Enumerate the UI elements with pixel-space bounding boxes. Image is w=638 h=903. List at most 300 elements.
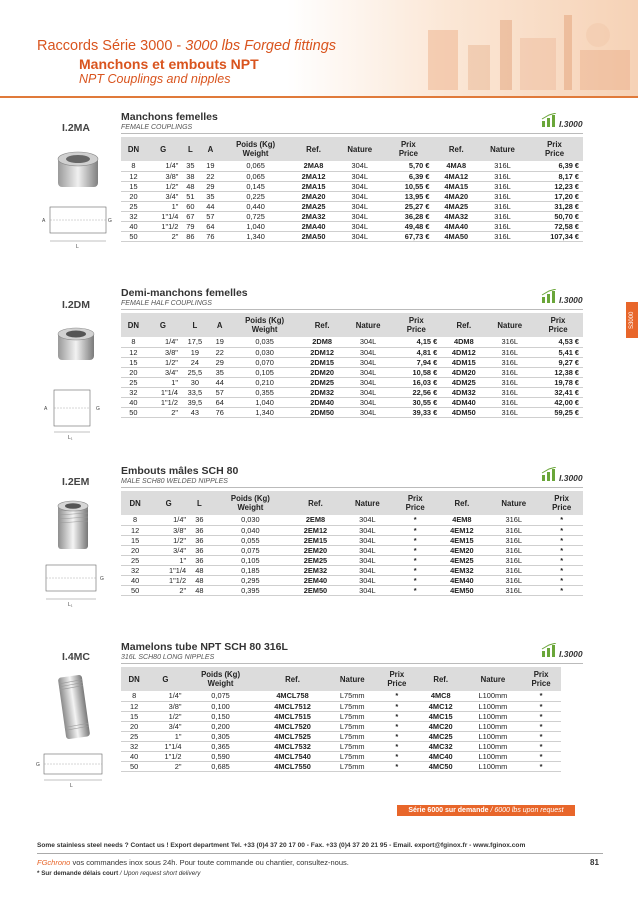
table-cell: 51: [180, 191, 200, 201]
table-cell: *: [394, 555, 437, 565]
table-cell: 3/4": [146, 191, 180, 201]
dim-a: A: [44, 406, 48, 412]
table-cell: 44: [200, 201, 220, 211]
table-cell: 304L: [341, 515, 394, 525]
table-cell: *: [394, 565, 437, 575]
table-cell: 8: [121, 515, 149, 525]
table-cell: 44: [210, 377, 230, 387]
table-cell: 1/4": [146, 161, 180, 171]
table-cell: 2DM40: [300, 398, 345, 408]
table-cell: 5,70 €: [383, 161, 433, 171]
table-cell: 304L: [341, 525, 394, 535]
table-cell: 2MA40: [291, 222, 337, 232]
table-cell: 2MA8: [291, 161, 337, 171]
col-ref-304: Ref.: [300, 313, 345, 337]
brand-fg: FG: [37, 858, 48, 867]
table-cell: 2EM15: [290, 535, 341, 545]
table-cell: 25: [121, 555, 149, 565]
table-cell: 64: [210, 398, 230, 408]
table-cell: 0,145: [220, 181, 290, 191]
table-cell: 4MC8: [417, 691, 465, 701]
table-cell: 4MCL7550: [258, 762, 328, 772]
section-rule: [121, 133, 583, 134]
table-cell: 36: [188, 525, 211, 535]
table-cell: 304L: [336, 201, 383, 211]
table-cell: 1": [146, 377, 180, 387]
table-cell: 57: [210, 387, 230, 397]
table-cell: 3/8": [149, 525, 188, 535]
table-cell: L75mm: [328, 691, 377, 701]
table-cell: 4DM20: [441, 367, 486, 377]
table-cell: 3/4": [147, 721, 183, 731]
table-cell: 4MCL7540: [258, 752, 328, 762]
table-cell: 36: [188, 555, 211, 565]
table-cell: 2MA50: [291, 232, 337, 242]
table-cell: 5,41 €: [533, 347, 583, 357]
table-cell: 2MA15: [291, 181, 337, 191]
col-g: G: [149, 491, 188, 515]
table-cell: 12: [121, 701, 147, 711]
table-cell: *: [540, 586, 583, 596]
col-nature-304: Nature: [345, 313, 392, 337]
table-row: [121, 191, 583, 201]
table-cell: 4EM12: [437, 525, 488, 535]
table-cell: 0,065: [220, 161, 290, 171]
table-cell: *: [377, 752, 417, 762]
table-cell: 0,105: [211, 555, 290, 565]
table-row: [121, 347, 583, 357]
table-cell: 35: [210, 367, 230, 377]
table-cell: 25,5: [180, 367, 210, 377]
table-cell: 40: [121, 398, 146, 408]
table-row: [121, 586, 583, 596]
table-cell: 0,105: [230, 367, 300, 377]
table-cell: 48: [180, 181, 200, 191]
table-cell: L100mm: [465, 711, 521, 721]
table-cell: 0,200: [184, 721, 258, 731]
table-cell: L100mm: [465, 721, 521, 731]
table-row: [121, 357, 583, 367]
table-cell: 316L: [479, 232, 526, 242]
table-cell: 316L: [486, 367, 533, 377]
brand-chrono: chrono: [47, 858, 71, 867]
table-cell: 59,25 €: [533, 408, 583, 418]
table-cell: 15: [121, 181, 146, 191]
badge-label: I.3000: [559, 473, 583, 483]
table-cell: *: [377, 721, 417, 731]
female-half-coupling-image: [30, 320, 118, 440]
table-cell: L100mm: [465, 701, 521, 711]
section-rule: [121, 663, 583, 664]
table-cell: 50: [121, 586, 149, 596]
table-cell: 316L: [479, 171, 526, 181]
table-cell: 304L: [345, 408, 392, 418]
table-cell: 316L: [486, 398, 533, 408]
section-code: I.2MA: [62, 122, 91, 134]
table-cell: 20: [121, 367, 146, 377]
table-cell: 19: [200, 161, 220, 171]
table-cell: 40: [121, 222, 146, 232]
table-cell: 4EM25: [437, 555, 488, 565]
table-cell: 0,295: [211, 576, 290, 586]
col-weight: Poids (Kg) Weight: [220, 137, 290, 161]
table-cell: L75mm: [328, 711, 377, 721]
table-cell: *: [540, 565, 583, 575]
badge-label: I.3000: [559, 649, 583, 659]
table-cell: 304L: [341, 565, 394, 575]
table-female-couplings: [121, 137, 583, 242]
table-cell: 304L: [345, 398, 392, 408]
col-dn: DN: [121, 667, 147, 691]
section-code: I.2EM: [62, 476, 90, 488]
table-cell: L75mm: [328, 701, 377, 711]
col-ref-316: Ref.: [437, 491, 488, 515]
table-cell: *: [394, 586, 437, 596]
table-cell: 4EM50: [437, 586, 488, 596]
table-cell: 12: [121, 171, 146, 181]
table-cell: 1"1/2: [149, 576, 188, 586]
table-cell: 60: [180, 201, 200, 211]
table-row: [121, 721, 561, 731]
delivery-note: [37, 870, 200, 877]
table-cell: 12,23 €: [526, 181, 583, 191]
table-body: [121, 161, 583, 242]
table-cell: 304L: [336, 171, 383, 181]
table-cell: 2DM32: [300, 387, 345, 397]
table-cell: 304L: [341, 545, 394, 555]
table-row: [121, 525, 583, 535]
table-cell: 4MC20: [417, 721, 465, 731]
table-cell: 2": [146, 232, 180, 242]
table-cell: 316L: [487, 545, 540, 555]
table-cell: 107,34 €: [526, 232, 583, 242]
table-row: [121, 337, 583, 347]
table-cell: 50: [121, 762, 147, 772]
table-cell: 304L: [336, 232, 383, 242]
table-body: [121, 337, 583, 418]
table-cell: 2DM8: [300, 337, 345, 347]
table-row: [121, 691, 561, 701]
table-cell: *: [521, 701, 561, 711]
series-6000-bold: Série 6000 sur demande: [408, 807, 489, 814]
col-nature-100: Nature: [465, 667, 521, 691]
table-cell: 1"1/4: [147, 741, 183, 751]
table-cell: 316L: [486, 387, 533, 397]
header-divider: [0, 96, 638, 98]
table-cell: *: [377, 701, 417, 711]
table-row: [121, 201, 583, 211]
table-cell: 304L: [336, 191, 383, 201]
table-cell: 4MCL7525: [258, 731, 328, 741]
table-cell: 1": [146, 201, 180, 211]
table-row: [121, 731, 561, 741]
table-cell: 42,00 €: [533, 398, 583, 408]
table-cell: 0,225: [220, 191, 290, 201]
col-g: G: [146, 313, 180, 337]
series-badge: [541, 643, 589, 663]
table-cell: 35: [180, 161, 200, 171]
table-cell: 36,28 €: [383, 211, 433, 221]
table-female-half-couplings: [121, 313, 583, 418]
table-cell: *: [377, 731, 417, 741]
table-cell: 0,030: [230, 347, 300, 357]
table-cell: 1/2": [146, 357, 180, 367]
col-a: A: [210, 313, 230, 337]
col-ref-100: Ref.: [417, 667, 465, 691]
table-cell: 32: [121, 741, 147, 751]
section-title: Mamelons tube NPT SCH 80 316L: [121, 641, 288, 653]
table-cell: 316L: [487, 565, 540, 575]
table-cell: L100mm: [465, 741, 521, 751]
table-cell: *: [394, 515, 437, 525]
col-nature-316: Nature: [479, 137, 526, 161]
footer-divider: [37, 853, 603, 854]
table-cell: 316L: [479, 222, 526, 232]
table-cell: 33,5: [180, 387, 210, 397]
dim-g: G: [96, 406, 100, 412]
col-weight: Poids (Kg) Weight: [230, 313, 300, 337]
col-price-304: Prix Price: [394, 491, 437, 515]
note-bold: * Sur demande délais court: [37, 870, 119, 877]
table-cell: 1/2": [149, 535, 188, 545]
table-cell: *: [540, 576, 583, 586]
table-row: [121, 377, 583, 387]
table-cell: *: [394, 545, 437, 555]
table-row: [121, 535, 583, 545]
table-cell: 36: [188, 545, 211, 555]
table-cell: *: [521, 711, 561, 721]
table-cell: 0,355: [230, 387, 300, 397]
table-cell: 2MA12: [291, 171, 337, 181]
table-cell: 316L: [487, 555, 540, 565]
table-cell: 4MCL758: [258, 691, 328, 701]
table-cell: 304L: [341, 535, 394, 545]
table-cell: 6,39 €: [526, 161, 583, 171]
dim-g: G: [100, 576, 104, 582]
series-6000-banner: [397, 805, 575, 816]
table-cell: 76: [200, 232, 220, 242]
table-cell: 304L: [345, 347, 392, 357]
table-cell: 72,58 €: [526, 222, 583, 232]
table-cell: 1,340: [220, 232, 290, 242]
section-code: I.2DM: [62, 299, 91, 311]
table-cell: 0,210: [230, 377, 300, 387]
table-cell: 22: [200, 171, 220, 181]
table-cell: 16,03 €: [391, 377, 441, 387]
table-cell: *: [394, 535, 437, 545]
table-cell: 32,41 €: [533, 387, 583, 397]
table-cell: 2EM25: [290, 555, 341, 565]
table-cell: *: [521, 741, 561, 751]
table-cell: 1": [149, 555, 188, 565]
col-ref-304: Ref.: [291, 137, 337, 161]
table-cell: 17,20 €: [526, 191, 583, 201]
table-cell: 36: [188, 515, 211, 525]
dim-a: A: [42, 218, 46, 224]
table-cell: L100mm: [465, 752, 521, 762]
table-cell: 4MA25: [433, 201, 479, 211]
table-cell: 316L: [479, 161, 526, 171]
table-cell: 316L: [479, 211, 526, 221]
series-6000-italic: / 6000 lbs upon request: [488, 807, 564, 814]
table-cell: *: [377, 691, 417, 701]
table-cell: 4DM32: [441, 387, 486, 397]
note-italic: / Upon request short delivery: [118, 870, 201, 877]
table-cell: 48: [188, 576, 211, 586]
section-subtitle: FEMALE COUPLINGS: [121, 124, 193, 131]
table-cell: 304L: [345, 357, 392, 367]
brand-text: vos commandes inox sous 24h. Pour toute commande ou chantier, consultez-nous.: [70, 858, 349, 867]
table-cell: 316L: [487, 525, 540, 535]
dim-l: L: [76, 244, 79, 250]
table-cell: 25: [121, 201, 146, 211]
table-cell: 304L: [336, 181, 383, 191]
table-cell: 39,33 €: [391, 408, 441, 418]
table-cell: 9,27 €: [533, 357, 583, 367]
col-ref-75: Ref.: [258, 667, 328, 691]
table-cell: *: [540, 535, 583, 545]
table-cell: 0,075: [184, 691, 258, 701]
col-l: L: [180, 313, 210, 337]
table-cell: 2DM15: [300, 357, 345, 367]
table-cell: 4MCL7515: [258, 711, 328, 721]
table-cell: *: [521, 731, 561, 741]
table-cell: 10,55 €: [383, 181, 433, 191]
table-cell: 86: [180, 232, 200, 242]
table-cell: 0,040: [211, 525, 290, 535]
male-nipple-image: [30, 495, 118, 615]
col-nature-304: Nature: [336, 137, 383, 161]
col-ref-316: Ref.: [441, 313, 486, 337]
series-badge: [541, 467, 589, 487]
table-cell: 316L: [486, 377, 533, 387]
subtitle-fr: Manchons et embouts NPT: [79, 56, 259, 72]
table-cell: 304L: [341, 576, 394, 586]
table-cell: 3/8": [146, 171, 180, 181]
section-subtitle: MALE SCH80 WELDED NIPPLES: [121, 478, 228, 485]
col-ref-316: Ref.: [433, 137, 479, 161]
table-cell: 0,440: [220, 201, 290, 211]
dim-g: G: [108, 218, 112, 224]
table-cell: 2EM50: [290, 586, 341, 596]
table-cell: L100mm: [465, 691, 521, 701]
col-nature-75: Nature: [328, 667, 377, 691]
table-row: [121, 576, 583, 586]
table-cell: 316L: [479, 191, 526, 201]
table-cell: L100mm: [465, 731, 521, 741]
table-cell: 25: [121, 731, 147, 741]
contact-line: Some stainless steel needs ? Contact us ! Export department Tel. +33 (0)4 37 20 17 00 - Fax. +33 (0)4 37 20 21 95 - Email. export@fginox.fr - www.fginox.com: [37, 842, 526, 849]
table-row: [121, 762, 561, 772]
table-cell: 8: [121, 337, 146, 347]
table-cell: 32: [121, 211, 146, 221]
table-cell: 40: [121, 752, 147, 762]
table-cell: 2": [149, 586, 188, 596]
col-nature-316: Nature: [486, 313, 533, 337]
table-cell: 1/2": [146, 181, 180, 191]
table-cell: 0,035: [230, 337, 300, 347]
table-cell: 4DM25: [441, 377, 486, 387]
table-cell: 2EM20: [290, 545, 341, 555]
table-cell: 15: [121, 711, 147, 721]
table-cell: 4EM20: [437, 545, 488, 555]
table-cell: 4MC12: [417, 701, 465, 711]
table-cell: 1"1/2: [146, 398, 180, 408]
section-title: Demi-manchons femelles: [121, 287, 248, 299]
side-tab: S3000: [626, 302, 638, 338]
table-cell: 2DM12: [300, 347, 345, 357]
table-cell: 316L: [486, 347, 533, 357]
table-cell: 0,725: [220, 211, 290, 221]
table-cell: 1,040: [220, 222, 290, 232]
table-cell: 25,27 €: [383, 201, 433, 211]
table-cell: 32: [121, 565, 149, 575]
col-price-316: Prix Price: [526, 137, 583, 161]
title-main: Raccords Série 3000 -: [37, 38, 186, 54]
table-cell: 4MC25: [417, 731, 465, 741]
table-cell: 1"1/2: [146, 222, 180, 232]
table-cell: 1/2": [147, 711, 183, 721]
table-cell: 1/4": [149, 515, 188, 525]
page-header: [0, 0, 638, 96]
long-nipple-image: [30, 670, 118, 790]
table-cell: 30,55 €: [391, 398, 441, 408]
table-cell: 39,5: [180, 398, 210, 408]
section-rule: [121, 487, 583, 488]
table-cell: 48: [188, 586, 211, 596]
title-italic: 3000 lbs Forged fittings: [185, 38, 337, 54]
table-cell: *: [394, 576, 437, 586]
table-cell: 12,38 €: [533, 367, 583, 377]
table-cell: 1/4": [147, 691, 183, 701]
table-cell: 2": [147, 762, 183, 772]
series-badge: [541, 113, 589, 133]
table-cell: 4DM12: [441, 347, 486, 357]
table-cell: 7,94 €: [391, 357, 441, 367]
subtitle-en: NPT Couplings and nipples: [79, 72, 231, 86]
table-cell: 4MA8: [433, 161, 479, 171]
table-cell: 304L: [336, 211, 383, 221]
table-cell: 316L: [487, 535, 540, 545]
col-price-75: Prix Price: [377, 667, 417, 691]
table-cell: 304L: [341, 586, 394, 596]
table-cell: *: [521, 762, 561, 772]
table-cell: L75mm: [328, 741, 377, 751]
col-dn: DN: [121, 313, 146, 337]
col-dn: DN: [121, 137, 146, 161]
table-row: [121, 752, 561, 762]
table-cell: 1/4": [146, 337, 180, 347]
table-body: [121, 691, 561, 772]
bar-chart-icon: [541, 113, 559, 127]
table-cell: 316L: [486, 337, 533, 347]
table-cell: 304L: [345, 337, 392, 347]
table-cell: 3/4": [146, 367, 180, 377]
table-row: [121, 545, 583, 555]
bar-chart-icon: [541, 643, 559, 657]
table-body: [121, 515, 583, 596]
table-cell: 316L: [486, 357, 533, 367]
col-a: A: [200, 137, 220, 161]
female-coupling-image: [38, 145, 118, 255]
dim-l1: L₁: [68, 602, 73, 608]
table-cell: 4DM50: [441, 408, 486, 418]
table-cell: *: [540, 515, 583, 525]
table-cell: 316L: [487, 515, 540, 525]
col-price-304: Prix Price: [383, 137, 433, 161]
table-cell: 40: [121, 576, 149, 586]
table-cell: 50,70 €: [526, 211, 583, 221]
